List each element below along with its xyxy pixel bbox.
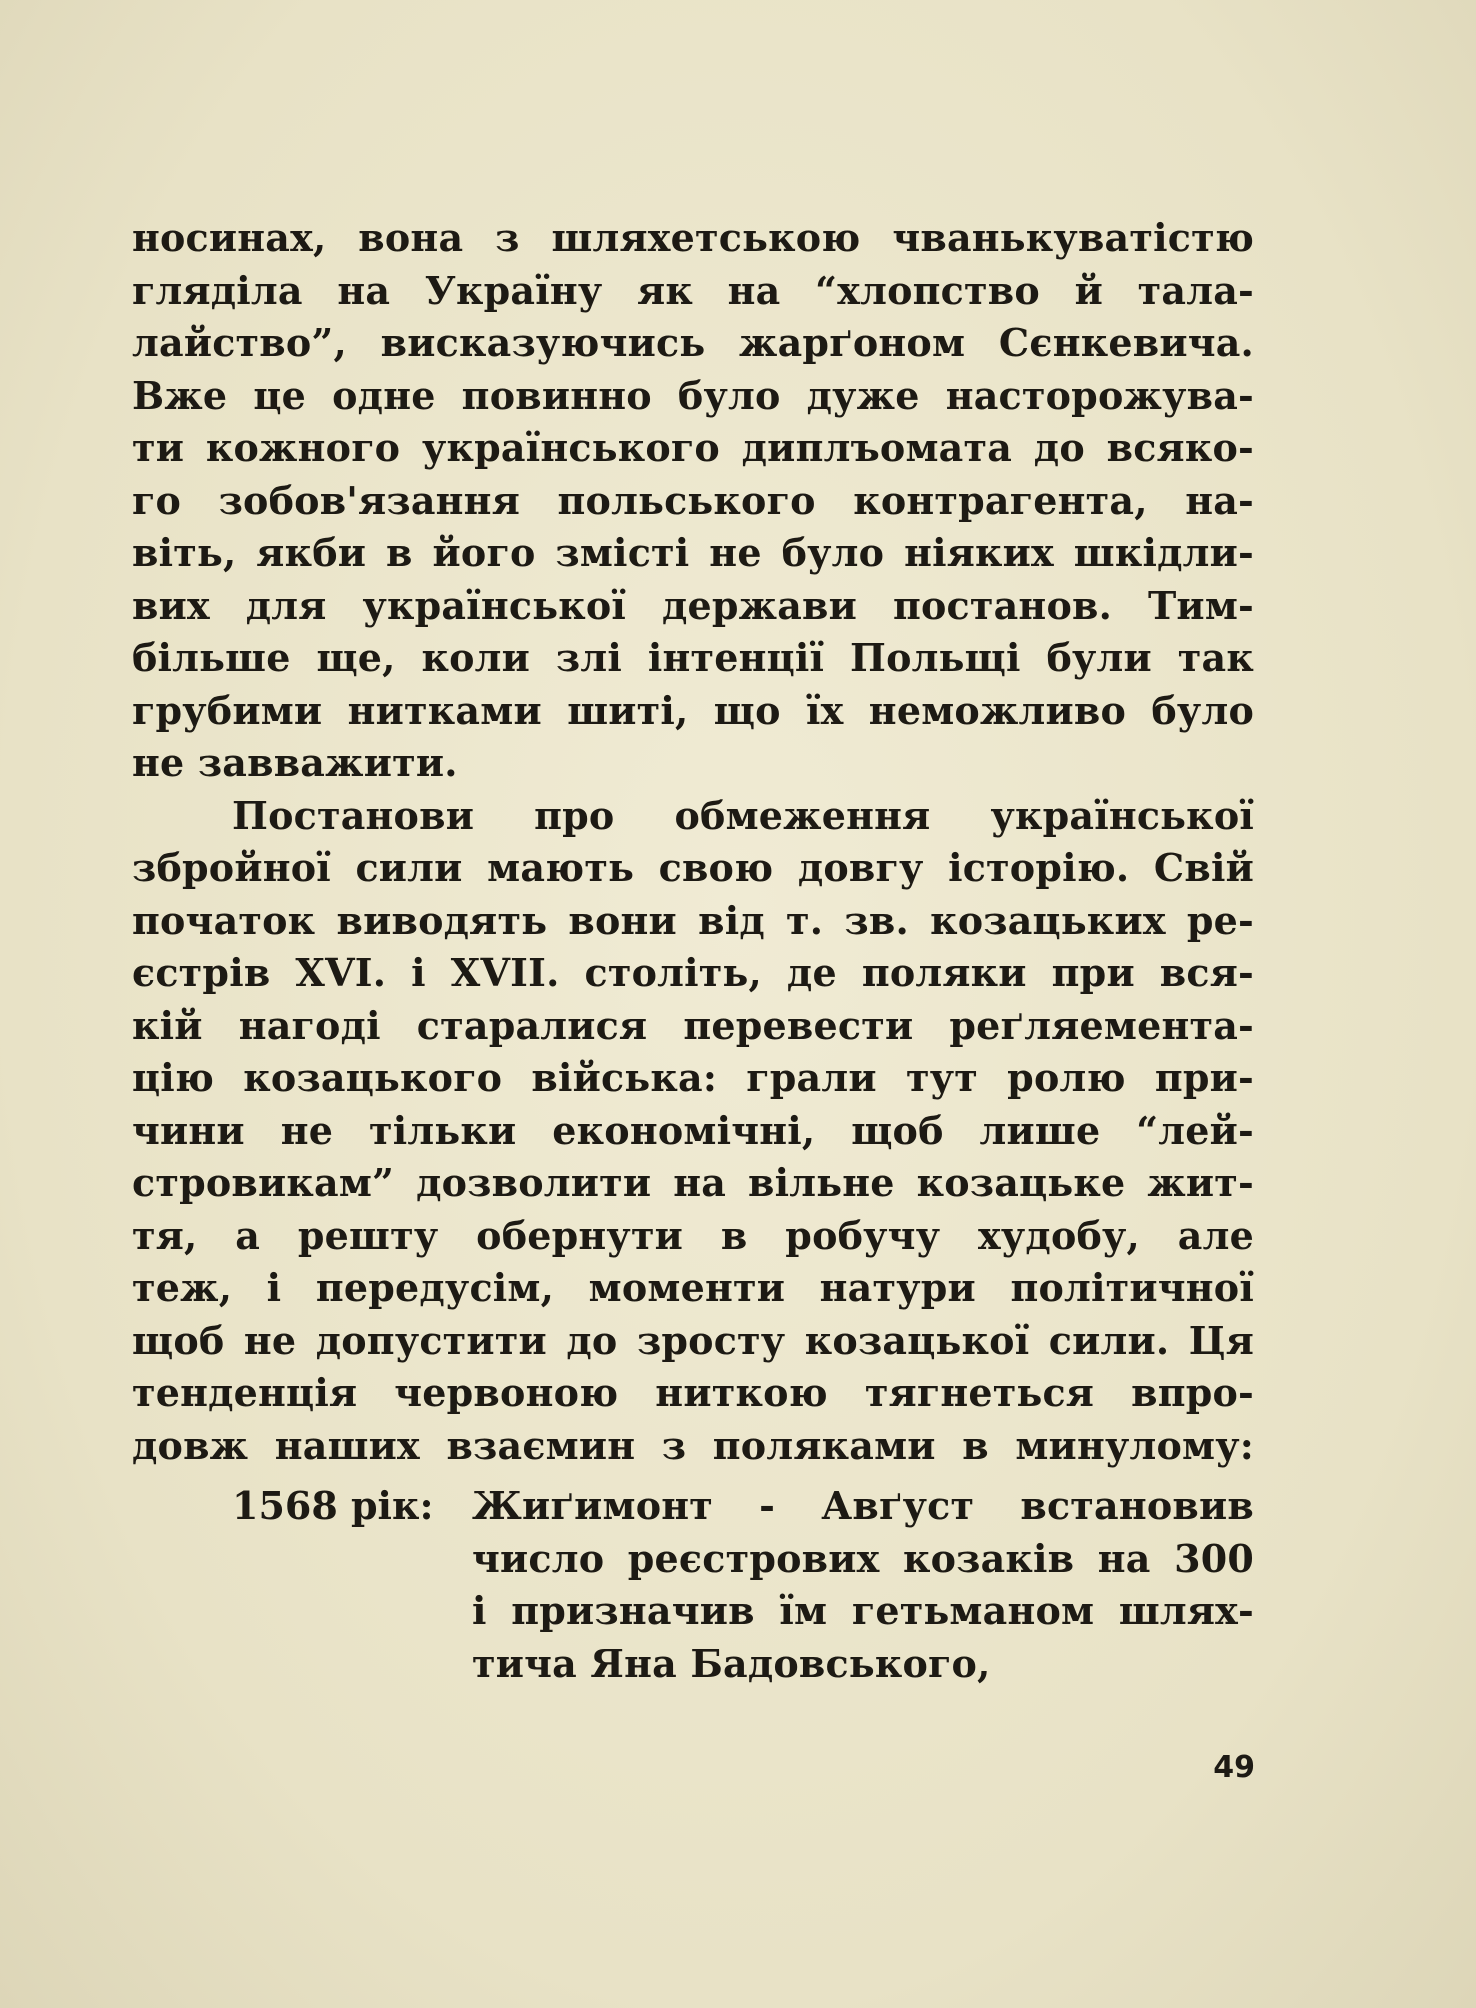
- text-line: вих для української держави постанов. Тим-: [132, 582, 1254, 628]
- text-line: гляділа на Україну як на “хлопство й тала-: [132, 267, 1254, 313]
- text-line: тенденція червоною ниткою тягнеться впро-: [132, 1370, 1254, 1415]
- entry-year-label: 1568 рік:: [232, 1483, 434, 1528]
- text-line: цію козацького війська: грали тут ролю при-: [132, 1055, 1254, 1100]
- text-line: початок виводять вони від т. зв. козацьких ре-: [132, 897, 1254, 943]
- text-line: кій нагоді старалися перевести реґляемента-: [132, 1002, 1254, 1048]
- text-line: го зобов'язання польського контрагента, на-: [132, 477, 1254, 523]
- text-line: Постанови про обмеження української: [232, 792, 1254, 838]
- text-line: ти кожного українського диплъомата до всяко-: [132, 425, 1254, 470]
- entry-body: [472, 1480, 1254, 1690]
- text-line: число реєстрових козаків на 300: [472, 1535, 1254, 1581]
- text-line: не завважити.: [132, 740, 458, 785]
- text-line: і призначив їм гетьманом шлях-: [472, 1588, 1254, 1633]
- paragraph-1: [132, 212, 1254, 790]
- text-line: довж наших взаємин з поляками в минулому:: [132, 1422, 1254, 1468]
- text-line: теж, і передусім, моменти натури політичної: [132, 1265, 1254, 1310]
- chronology-entry: [132, 1480, 1254, 1690]
- text-line: носинах, вона з шляхетською чванькуватістю: [132, 215, 1254, 260]
- text-line: тя, а решту обернути в робучу худобу, але: [132, 1212, 1254, 1258]
- page-number: 49: [1213, 1750, 1255, 1785]
- text-line: лайство”, висказуючись жарґоном Сєнкевича.: [132, 320, 1254, 365]
- body-text: [132, 212, 1254, 1690]
- text-line: єстрів XVI. і XVII. століть, де поляки при вся-: [132, 950, 1254, 995]
- text-line: тича Яна Бадовського,: [472, 1640, 991, 1686]
- text-line: Вже це одне повинно було дуже насторожува-: [132, 372, 1254, 418]
- text-line: збройної сили мають свою довгу історію. Свій: [132, 845, 1254, 890]
- text-line: грубими нитками шиті, що їх неможливо було: [132, 687, 1254, 733]
- text-line: більше ще, коли злі інтенції Польщі були так: [132, 635, 1254, 680]
- text-line: Жиґимонт - Авґуст встановив: [472, 1483, 1254, 1528]
- text-line: віть, якби в його змісті не було ніяких шкідли-: [132, 530, 1254, 575]
- text-line: щоб не допустити до зросту козацької сили. Ця: [132, 1317, 1254, 1363]
- text-line: стровикам” дозволити на вільне козацьке жит-: [132, 1160, 1254, 1205]
- text-line: чини не тільки економічні, щоб лише “лей-: [132, 1107, 1254, 1153]
- paragraph-2: [132, 790, 1254, 1473]
